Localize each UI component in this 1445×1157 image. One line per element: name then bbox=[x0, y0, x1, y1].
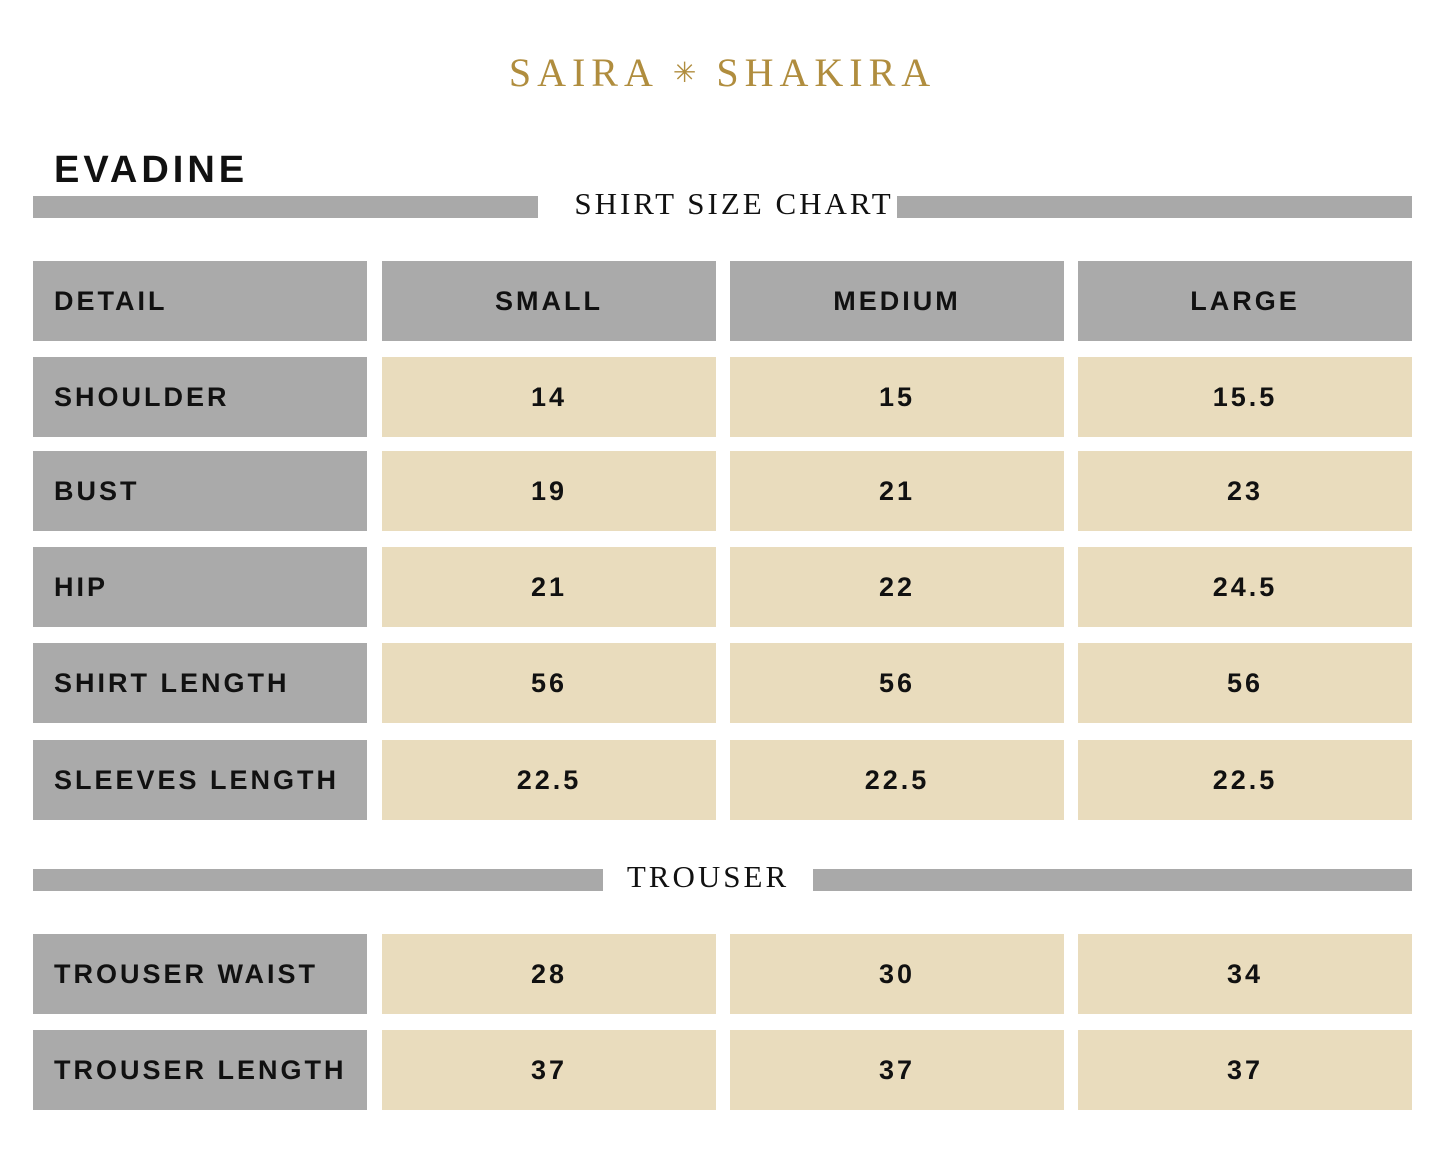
trouser-section-divider bbox=[33, 859, 1412, 894]
value-bust-small: 19 bbox=[382, 451, 716, 531]
value-shirt-length-medium: 56 bbox=[730, 643, 1064, 723]
column-header-small: SMALL bbox=[382, 261, 716, 341]
value-shoulder-large: 15.5 bbox=[1078, 357, 1412, 437]
brand-logo bbox=[0, 48, 1445, 99]
row-label-trouser-waist: TROUSER WAIST bbox=[33, 934, 367, 1014]
value-bust-medium: 21 bbox=[730, 451, 1064, 531]
value-hip-small: 21 bbox=[382, 547, 716, 627]
shirt-section-title: SHIRT SIZE CHART bbox=[574, 186, 894, 221]
divider-bar-right bbox=[813, 869, 1412, 891]
value-trouser-length-small: 37 bbox=[382, 1030, 716, 1110]
value-trouser-length-large: 37 bbox=[1078, 1030, 1412, 1110]
value-sleeves-length-large: 22.5 bbox=[1078, 740, 1412, 820]
column-header-medium: MEDIUM bbox=[730, 261, 1064, 341]
value-sleeves-length-small: 22.5 bbox=[382, 740, 716, 820]
value-shoulder-medium: 15 bbox=[730, 357, 1064, 437]
value-trouser-waist-small: 28 bbox=[382, 934, 716, 1014]
row-label-bust: BUST bbox=[33, 451, 367, 531]
trouser-section-title: TROUSER bbox=[626, 859, 790, 894]
product-name: EVADINE bbox=[54, 149, 249, 191]
value-hip-medium: 22 bbox=[730, 547, 1064, 627]
row-label-shirt-length: SHIRT LENGTH bbox=[33, 643, 367, 723]
value-bust-large: 23 bbox=[1078, 451, 1412, 531]
brand-star-icon: ✳ bbox=[672, 58, 703, 89]
row-label-shoulder: SHOULDER bbox=[33, 357, 367, 437]
brand-name-second: SHAKIRA bbox=[716, 50, 937, 95]
value-sleeves-length-medium: 22.5 bbox=[730, 740, 1064, 820]
brand-name-first: SAIRA bbox=[508, 50, 659, 95]
shirt-section-divider bbox=[33, 186, 1412, 221]
value-hip-large: 24.5 bbox=[1078, 547, 1412, 627]
value-trouser-length-medium: 37 bbox=[730, 1030, 1064, 1110]
divider-bar-left bbox=[33, 869, 603, 891]
row-label-trouser-length: TROUSER LENGTH bbox=[33, 1030, 367, 1110]
value-trouser-waist-large: 34 bbox=[1078, 934, 1412, 1014]
value-shirt-length-large: 56 bbox=[1078, 643, 1412, 723]
value-shirt-length-small: 56 bbox=[382, 643, 716, 723]
value-shoulder-small: 14 bbox=[382, 357, 716, 437]
column-header-detail: DETAIL bbox=[33, 261, 367, 341]
row-label-hip: HIP bbox=[33, 547, 367, 627]
divider-bar-right bbox=[897, 196, 1412, 218]
divider-bar-left bbox=[33, 196, 538, 218]
value-trouser-waist-medium: 30 bbox=[730, 934, 1064, 1014]
row-label-sleeves-length: SLEEVES LENGTH bbox=[33, 740, 367, 820]
column-header-large: LARGE bbox=[1078, 261, 1412, 341]
